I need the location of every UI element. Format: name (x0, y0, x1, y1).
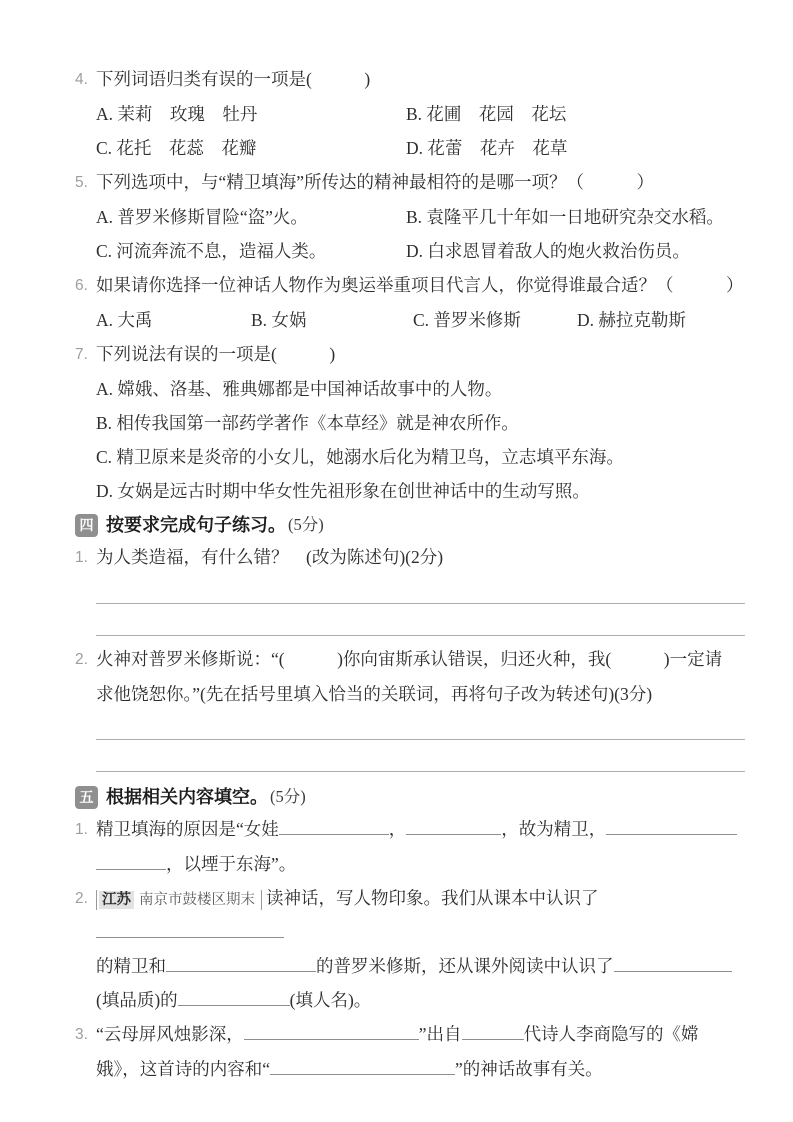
fill-blank (96, 921, 284, 938)
s4-q2-line-1: 火神对普罗米修斯说：“( )你向宙斯承认错误，归还火种，我( )一定请 (96, 649, 723, 669)
s5-q2-line-2 (75, 949, 745, 983)
section-5-title: 根据相关内容填空。 (106, 787, 268, 807)
answer-line (96, 739, 745, 740)
fill-blank (166, 955, 316, 972)
question-6-stem: 如果请你选择一位神话人物作为奥运举重项目代言人，你觉得谁最合适？（ ） (96, 275, 744, 295)
s5-q3-seg-4: 娥》，这首诗的内容和“ (96, 1059, 271, 1079)
section-4-badge: 四 (75, 514, 98, 537)
s5-q3-seg-2: ”出自 (418, 1024, 462, 1044)
s5-q2-seg-1: 读神话，写人物印象。我们从课本中认识了 (266, 888, 599, 908)
fill-blank (96, 853, 166, 870)
question-5-option-d: D. 白求恩冒着敌人的炮火救治伤员。 (406, 241, 690, 261)
question-4-option-d: D. 花蕾 花卉 花草 (406, 138, 568, 158)
fill-blank (462, 1023, 524, 1040)
question-5-stem: 下列选项中，与“精卫填海”所传达的精神最相符的是哪一项？（ ） (96, 172, 655, 192)
s5-q1-line-2 (75, 847, 745, 881)
fill-blank (406, 818, 501, 835)
question-7-stem: 下列说法有误的一项是( ) (96, 344, 336, 364)
question-6-option-c: C. 普罗米修斯 (413, 310, 521, 330)
s4-q2-number: 2. (75, 651, 88, 668)
s4-q1-number: 1. (75, 549, 88, 566)
question-6 (75, 268, 745, 303)
s5-q1-seg-1: 精卫填海的原因是“女娃 (96, 819, 279, 839)
section-4-score: (5分) (288, 515, 324, 534)
s5-q3-seg-1: “云母屏风烛影深， (96, 1024, 244, 1044)
question-4-options-row-1 (75, 97, 745, 131)
question-6-options-row (75, 303, 745, 337)
section-5-question-1 (75, 812, 745, 847)
question-5-options-row-2 (75, 234, 745, 268)
question-7-option-a: A. 嫦娥、洛基、雅典娜都是中国神话故事中的人物。 (96, 379, 503, 399)
question-5 (75, 165, 745, 200)
question-4-option-b: B. 花圃 花园 花坛 (406, 104, 567, 124)
fill-blank (244, 1023, 419, 1040)
question-6-number: 6. (75, 277, 88, 294)
question-6-option-b: B. 女娲 (251, 310, 307, 330)
s5-q3-number: 3. (75, 1026, 88, 1043)
s5-q1-seg-3: ，故为精卫， (501, 819, 607, 839)
question-6-option-a: A. 大禹 (96, 310, 153, 330)
s5-q3-line-2 (75, 1052, 745, 1086)
question-4-number: 4. (75, 71, 88, 88)
question-5-option-a: A. 普罗米修斯冒险“盗”火。 (96, 207, 308, 227)
question-7-option-b: B. 相传我国第一部药学著作《本草经》就是神农所作。 (96, 413, 519, 433)
fill-blank (279, 818, 389, 835)
source-region-badge: 江苏 (99, 891, 134, 909)
section-4-question-1 (75, 540, 745, 575)
s5-q2-line-3 (75, 983, 745, 1017)
s5-q3-seg-5: ”的神话故事有关。 (455, 1059, 603, 1079)
s5-q1-line-1 (96, 812, 745, 846)
fill-blank (606, 818, 737, 835)
question-4-option-c: C. 花托 花蕊 花瓣 (96, 138, 257, 158)
question-5-options-row-1 (75, 200, 745, 234)
exam-source-tag (96, 890, 262, 910)
section-5-score: (5分) (270, 787, 306, 806)
question-4 (75, 62, 745, 97)
s5-q2-line-1 (96, 881, 745, 949)
s5-q1-seg-2: ， (388, 819, 407, 839)
section-4-title: 按要求完成句子练习。 (106, 515, 286, 535)
s5-q1-number: 1. (75, 821, 88, 838)
s5-q3-seg-3: 代诗人李商隐写的《嫦 (523, 1024, 699, 1044)
question-7 (75, 337, 745, 372)
answer-line (96, 771, 745, 772)
question-5-number: 5. (75, 174, 88, 191)
section-4-header (75, 510, 745, 540)
s5-q2-seg-3: 的普罗米修斯，还从课外阅读中认识了 (316, 956, 614, 976)
question-7-number: 7. (75, 346, 88, 363)
question-5-option-b: B. 袁隆平几十年如一日地研究杂交水稻。 (406, 207, 724, 227)
s4-q2-line-2: 求他饶恕你。”(先在括号里填入恰当的关联词，再将句子改为转述句)(3分) (96, 684, 653, 704)
s5-q2-seg-2: 的精卫和 (96, 956, 166, 976)
s5-q1-seg-4: ，以堙于东海”。 (166, 854, 297, 874)
question-7-option-d: D. 女娲是远古时期中华女性先祖形象在创世神话中的生动写照。 (96, 481, 590, 501)
question-6-option-d: D. 赫拉克勒斯 (577, 310, 686, 330)
section-4-question-2 (75, 642, 745, 677)
fill-blank (270, 1058, 455, 1075)
question-4-options-row-2 (75, 131, 745, 165)
s5-q2-seg-4: (填品质)的 (96, 990, 178, 1010)
source-name: 南京市鼓楼区期末 (139, 892, 255, 908)
fill-blank (614, 955, 732, 972)
question-5-option-c: C. 河流奔流不息，造福人类。 (96, 241, 327, 261)
section-5-header (75, 782, 745, 812)
section-5-badge: 五 (75, 786, 98, 809)
question-4-option-a: A. 茉莉 玫瑰 牡丹 (96, 104, 258, 124)
s5-q3-line-1 (96, 1017, 745, 1051)
section-5-question-2 (75, 881, 745, 949)
s4-q1-text: 为人类造福，有什么错？ (改为陈述句)(2分) (96, 547, 444, 567)
answer-line (96, 603, 745, 604)
section-5-question-3 (75, 1017, 745, 1052)
s5-q2-number: 2. (75, 890, 88, 907)
question-7-option-c: C. 精卫原来是炎帝的小女儿，她溺水后化为精卫鸟，立志填平东海。 (96, 447, 624, 467)
question-4-stem: 下列词语归类有误的一项是( ) (96, 69, 371, 89)
fill-blank (178, 989, 290, 1006)
s5-q2-seg-5: (填人名)。 (289, 990, 372, 1010)
answer-line (96, 635, 745, 636)
